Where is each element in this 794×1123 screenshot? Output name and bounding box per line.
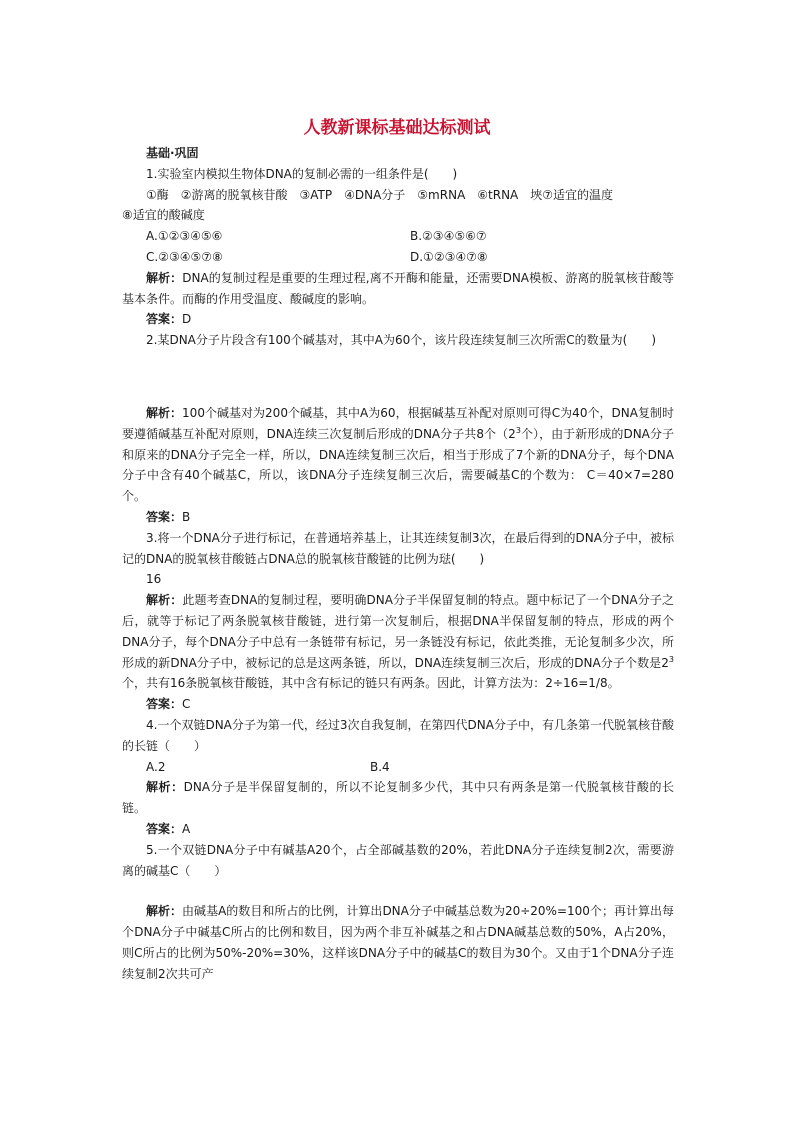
q2-answer-label: 答案： bbox=[146, 509, 183, 524]
q2-analysis-text-a: 100个碱基对为200个碱基，其中A为60，根据碱基互补配对原则可得C为40个，DNA复制时要遵循碱基互补配对原则，DNA连续三次复制后形成的DNA分子共8个（2 bbox=[122, 405, 674, 441]
q3-answer-label: 答案： bbox=[146, 697, 183, 712]
q4-option-b: B.4 bbox=[370, 759, 390, 774]
q3-analysis-text-a: 此题考查DNA的复制过程，要明确DNA分子半保留复制的特点。题中标记了一个DNA分子之后，就等于标记了两条脱氧核苷酸链，进行第一次复制后，根据DNA半保留复制的特点，形成的两个DNA分子，每个DNA分子中总有一条链带有标记，另一条链没有标记，依此类推，无论复制多少次，所形成的新DNA分子中，被标记的总是这两条链，所以，DNA连续复制三次后，形成的DNA分子个数是2 bbox=[122, 593, 674, 670]
q3-answer bbox=[122, 694, 674, 715]
q5-analysis bbox=[122, 901, 674, 984]
q2-stem: 2.某DNA分子片段含有100个碱基对，其中A为60个，该片段连续复制三次所需C的数量为( ) bbox=[146, 333, 657, 348]
q5-analysis-label: 解析： bbox=[146, 904, 183, 919]
q5-stem: 5.一个双链DNA分子中有碱基A20个，占全部碱基数的20%，若此DNA分子连续复制2次，需要游离的碱基C（ ） bbox=[122, 842, 674, 878]
q4-options-row bbox=[122, 757, 674, 778]
q2-answer bbox=[122, 507, 674, 528]
q5-analysis-text: 由碱基A的数目和所占的比例，计算出DNA分子中碱基总数为20÷20%=100个；再计算出每个DNA分子中碱基C所占的比例和数目，因为两个非互补碱基之和占DNA碱基总数的50%，A占20%，则C所占的比例为50%-20%=30%，这样该DNA分子中的碱基C的数目为30个。又由于1个DNA分子连续复制2次共可产 bbox=[122, 904, 674, 981]
page-title: 人教新课标基础达标测试 bbox=[303, 118, 491, 138]
q4-analysis-text: DNA分子是半保留复制的，所以不论复制多少代，其中只有两条是第一代脱氧核苷酸的长链。 bbox=[122, 780, 674, 816]
q1-options-row2 bbox=[122, 247, 674, 268]
q4-answer bbox=[122, 819, 674, 840]
q1-analysis-text: DNA的复制过程是重要的生理过程,离不开酶和能量，还需要DNA模板、游离的脱氧核苷酸等基本条件。而酶的作用受温度、酸碱度的影响。 bbox=[122, 270, 674, 306]
q2-analysis-label: 解析： bbox=[146, 405, 183, 420]
q3-extra: 16 bbox=[146, 572, 162, 587]
q3-analysis bbox=[122, 590, 674, 694]
q3-answer-value: C bbox=[182, 697, 191, 712]
q2-answer-value: B bbox=[182, 509, 191, 524]
q1-answer-label: 答案： bbox=[146, 312, 183, 327]
q2-analysis-text-b: 个），由于新形成的DNA分子和原来的DNA分子完全一样，所以，DNA连续复制三次后，相当于形成了7个新的DNA分子，每个DNA分子中含有40个碱基C，所以，该DNA分子连续复制三次后，需要碱基C的个数为： C＝40×7=280个。 bbox=[122, 426, 675, 504]
q1-option-b: B.②③④⑤⑥⑦ bbox=[410, 229, 487, 244]
q3-analysis-text-b: 个，共有16条脱氧核苷酸链，其中含有标记的链只有两条。因此，计算方法为：2÷16=1/8。 bbox=[122, 676, 620, 691]
q1-option-a: A.①②③④⑤⑥ bbox=[146, 229, 223, 244]
q4-answer-value: A bbox=[182, 821, 191, 836]
q2-blank-space bbox=[122, 351, 674, 403]
q2-analysis-sup: 3 bbox=[515, 425, 521, 435]
q1-analysis bbox=[122, 268, 674, 310]
q1-analysis-label: 解析： bbox=[146, 270, 183, 285]
q1-answer-value: D bbox=[182, 312, 192, 327]
q1-items-line1: ①酶 ②游离的脱氧核苷酸 ③ATP ④DNA分子 ⑤mRNA ⑥tRNA 埉⑦适宜的温度 bbox=[146, 187, 614, 202]
q4-analysis bbox=[122, 777, 674, 819]
q5-blank-space bbox=[122, 881, 674, 901]
q1-answer bbox=[122, 309, 674, 330]
q1-stem: 1.实验室内模拟生物体DNA的复制必需的一组条件是( ) bbox=[146, 166, 458, 181]
q1-option-d: D.①②③④⑦⑧ bbox=[410, 249, 488, 264]
q4-stem: 4.一个双链DNA分子为第一代，经过3次自我复制，在第四代DNA分子中，有几条第一代脱氧核苷酸的长链（ ） bbox=[122, 717, 674, 753]
q3-stem: 3.将一个DNA分子进行标记，在普通培养基上，让其连续复制3次，在最后得到的DNA分子中，被标记的DNA的脱氧核苷酸链占DNA总的脱氧核苷酸链的比例为琺( ) bbox=[122, 530, 674, 566]
q1-options-row1 bbox=[122, 226, 674, 247]
q2-analysis bbox=[122, 403, 674, 507]
section-heading: 基础·巩固 bbox=[146, 146, 199, 160]
q4-analysis-label: 解析： bbox=[146, 780, 184, 795]
q3-analysis-label: 解析： bbox=[146, 593, 183, 608]
q1-items-line2: ⑧适宜的酸碱度 bbox=[122, 208, 205, 223]
q1-option-c: C.②③④⑤⑦⑧ bbox=[146, 249, 223, 264]
q3-analysis-sup: 3 bbox=[668, 654, 674, 664]
document-body bbox=[122, 143, 674, 984]
q4-answer-label: 答案： bbox=[146, 821, 183, 836]
q4-option-a: A.2 bbox=[146, 759, 166, 774]
